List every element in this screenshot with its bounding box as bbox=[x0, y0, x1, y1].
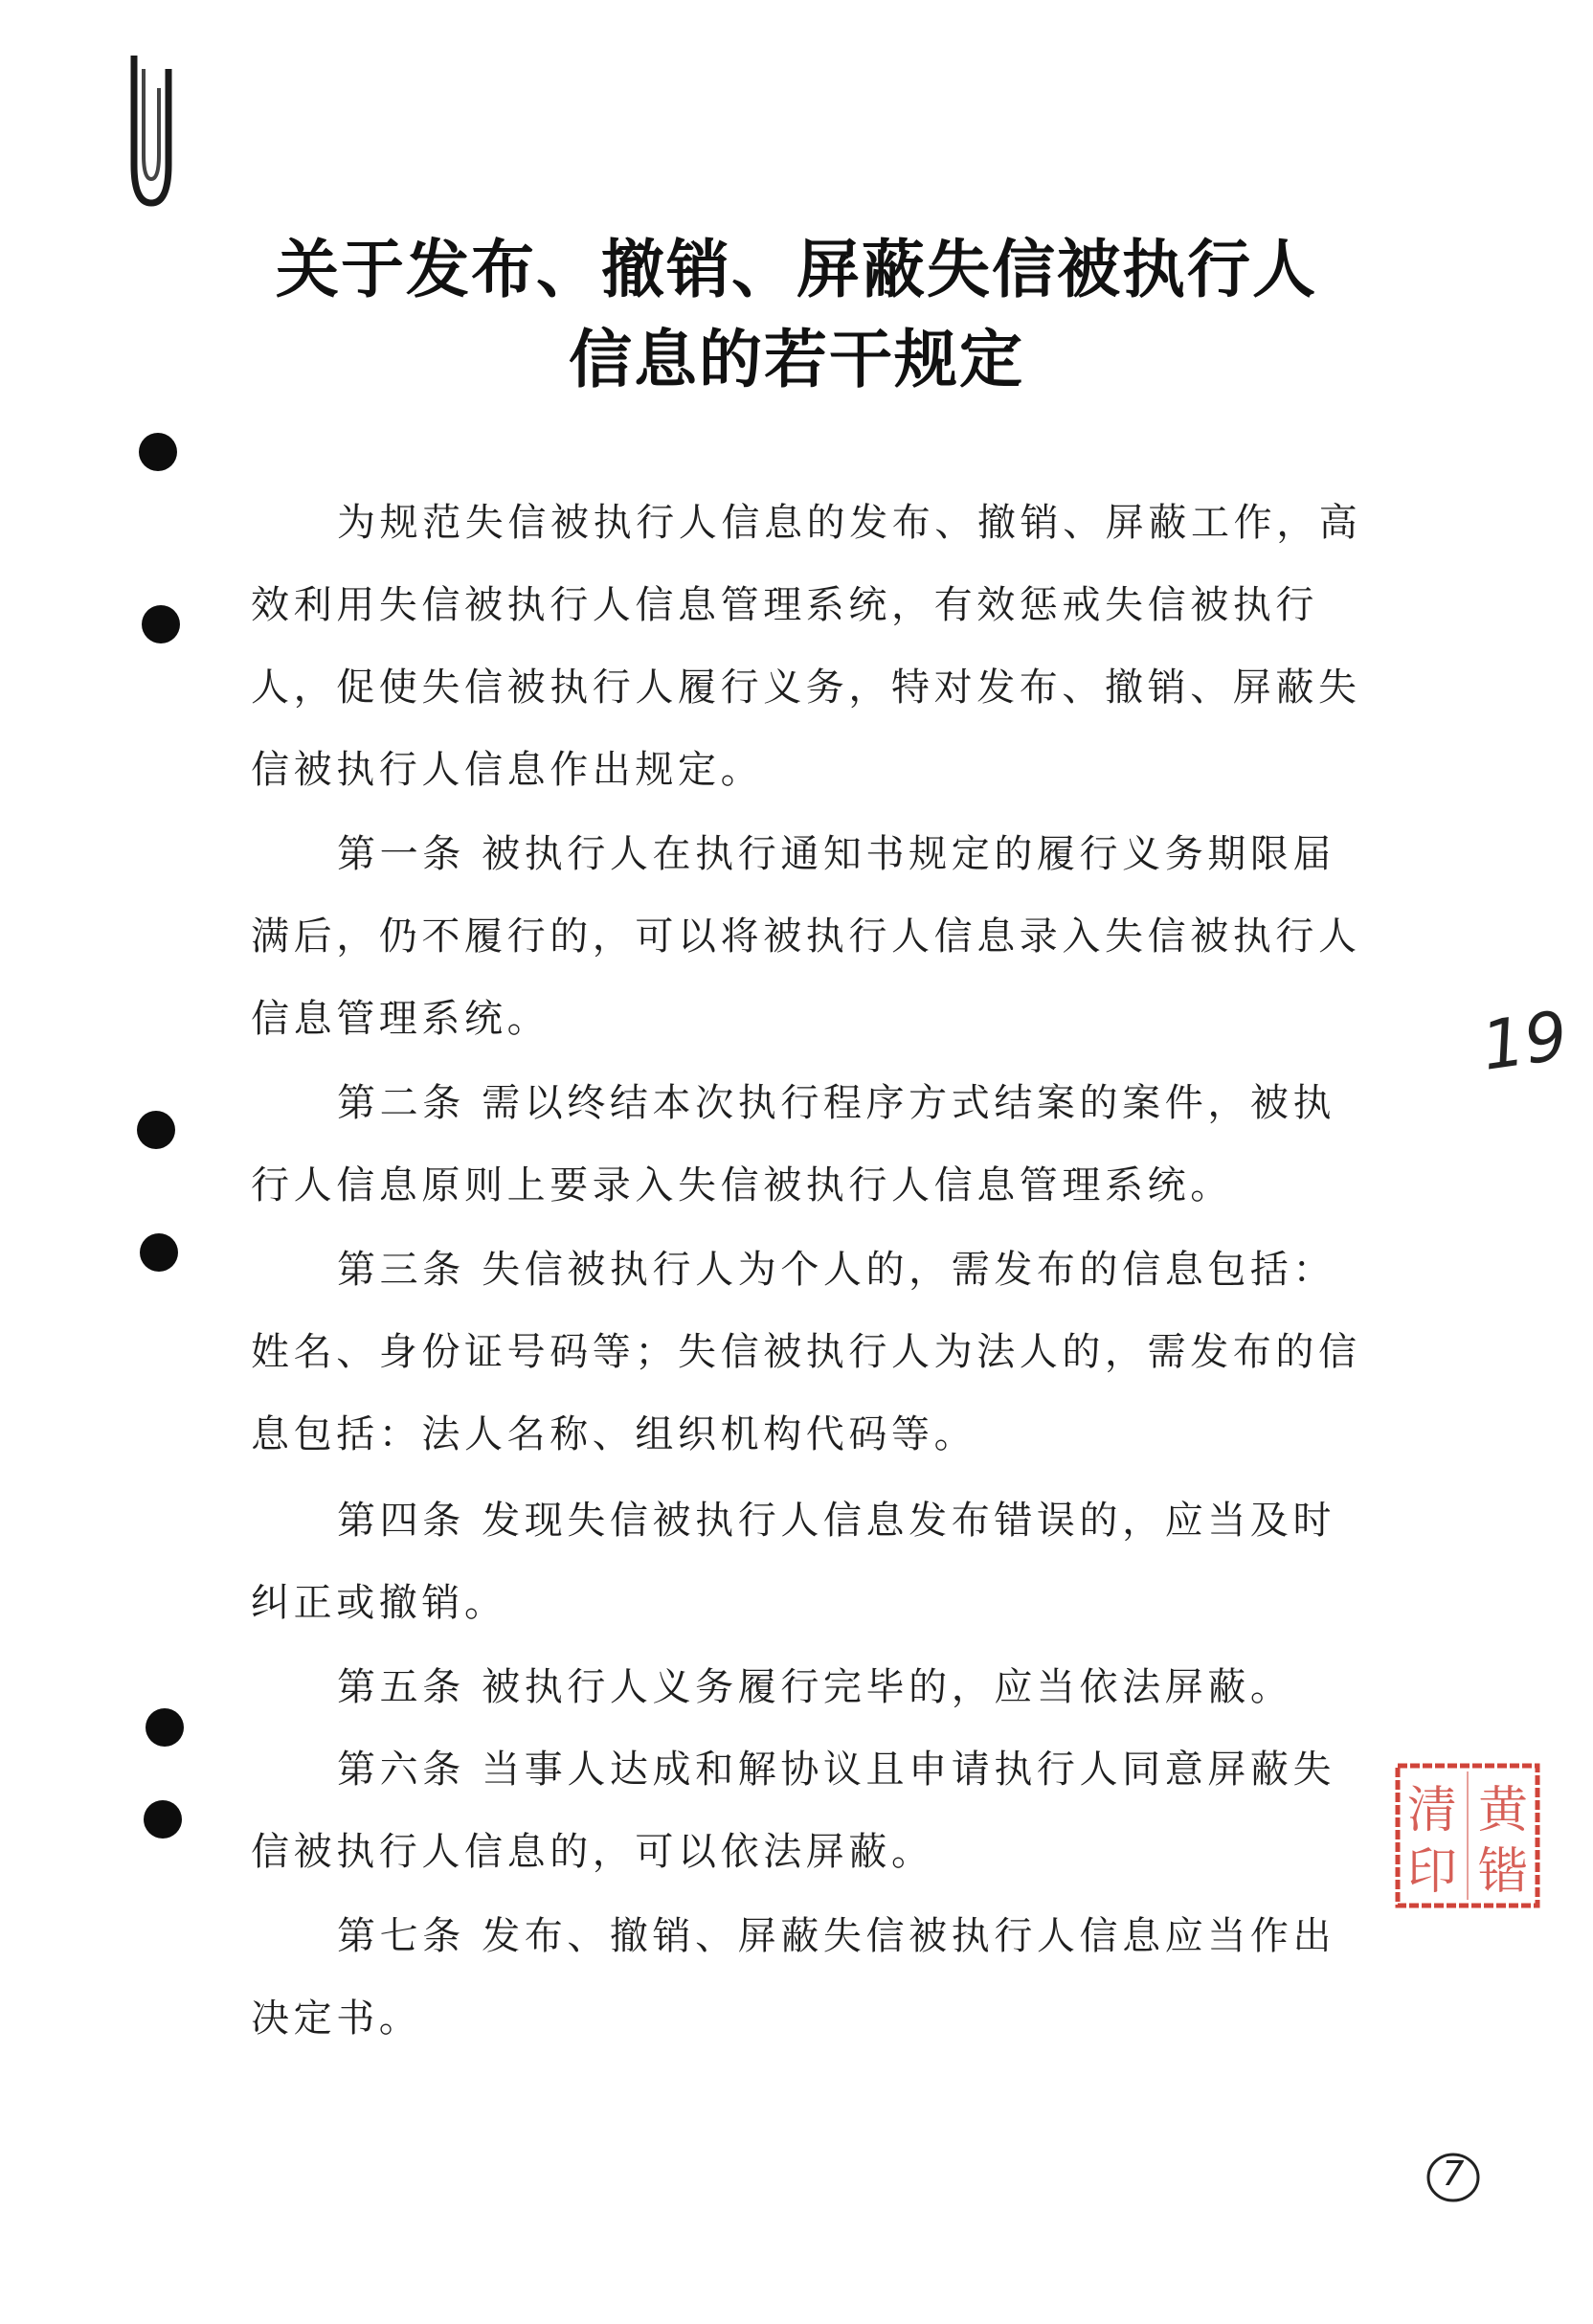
punch-hole bbox=[137, 1111, 175, 1149]
article-1-line: 满后，仍不履行的，可以将被执行人信息录入失信被执行人 bbox=[251, 914, 1361, 959]
body-line: 效利用失信被执行人信息管理系统，有效惩戒失信被执行 bbox=[251, 583, 1318, 627]
handwritten-number: 19 bbox=[1476, 996, 1573, 1086]
svg-text:黄: 黄 bbox=[1477, 1782, 1529, 1839]
article-3-line: 息包括：法人名称、组织机构代码等。 bbox=[251, 1412, 977, 1456]
svg-text:印: 印 bbox=[1406, 1843, 1458, 1901]
article-5-line: 第五条 被执行人义务履行完毕的，应当依法屏蔽。 bbox=[337, 1665, 1293, 1709]
svg-text:锴: 锴 bbox=[1477, 1843, 1529, 1901]
article-6-line: 第六条 当事人达成和解协议且申请执行人同意屏蔽失 bbox=[337, 1748, 1336, 1792]
punch-hole bbox=[144, 1800, 182, 1839]
article-6-line: 信被执行人信息的，可以依法屏蔽。 bbox=[251, 1830, 934, 1874]
svg-text:清: 清 bbox=[1406, 1782, 1458, 1839]
article-2-line: 第二条 需以终结本次执行程序方式结案的案件，被执 bbox=[337, 1081, 1336, 1125]
body-line: 人，促使失信被执行人履行义务，特对发布、撤销、屏蔽失 bbox=[251, 666, 1361, 710]
article-4-line: 第四条 发现失信被执行人信息发布错误的，应当及时 bbox=[337, 1499, 1336, 1543]
page-number-text: 7 bbox=[1442, 2155, 1465, 2194]
article-1-line: 第一条 被执行人在执行通知书规定的履行义务期限届 bbox=[337, 832, 1336, 876]
circled-page-number bbox=[1425, 2149, 1482, 2206]
punch-hole bbox=[146, 1708, 184, 1747]
article-4-line: 纠正或撤销。 bbox=[251, 1581, 507, 1625]
article-1-line: 信息管理系统。 bbox=[251, 997, 550, 1041]
punch-hole bbox=[140, 1233, 178, 1272]
binder-clip-icon bbox=[123, 50, 180, 213]
article-3-line: 姓名、身份证号码等；失信被执行人为法人的，需发布的信 bbox=[251, 1330, 1361, 1374]
article-2-line: 行人信息原则上要录入失信被执行人信息管理系统。 bbox=[251, 1163, 1233, 1207]
punch-hole bbox=[142, 605, 180, 643]
red-seal-stamp-icon bbox=[1394, 1762, 1541, 1909]
article-7-line: 第七条 发布、撤销、屏蔽失信被执行人信息应当作出 bbox=[337, 1914, 1336, 1958]
punch-hole bbox=[139, 433, 177, 471]
document-title-line-2: 信息的若干规定 bbox=[569, 322, 1024, 396]
body-line: 信被执行人信息作出规定。 bbox=[251, 748, 764, 792]
body-line: 为规范失信被执行人信息的发布、撤销、屏蔽工作，高 bbox=[337, 501, 1362, 545]
document-title-line-1: 关于发布、撤销、屏蔽失信被执行人 bbox=[276, 232, 1317, 306]
article-7-line: 决定书。 bbox=[251, 1997, 422, 2041]
article-3-line: 第三条 失信被执行人为个人的，需发布的信息包括： bbox=[337, 1248, 1336, 1292]
